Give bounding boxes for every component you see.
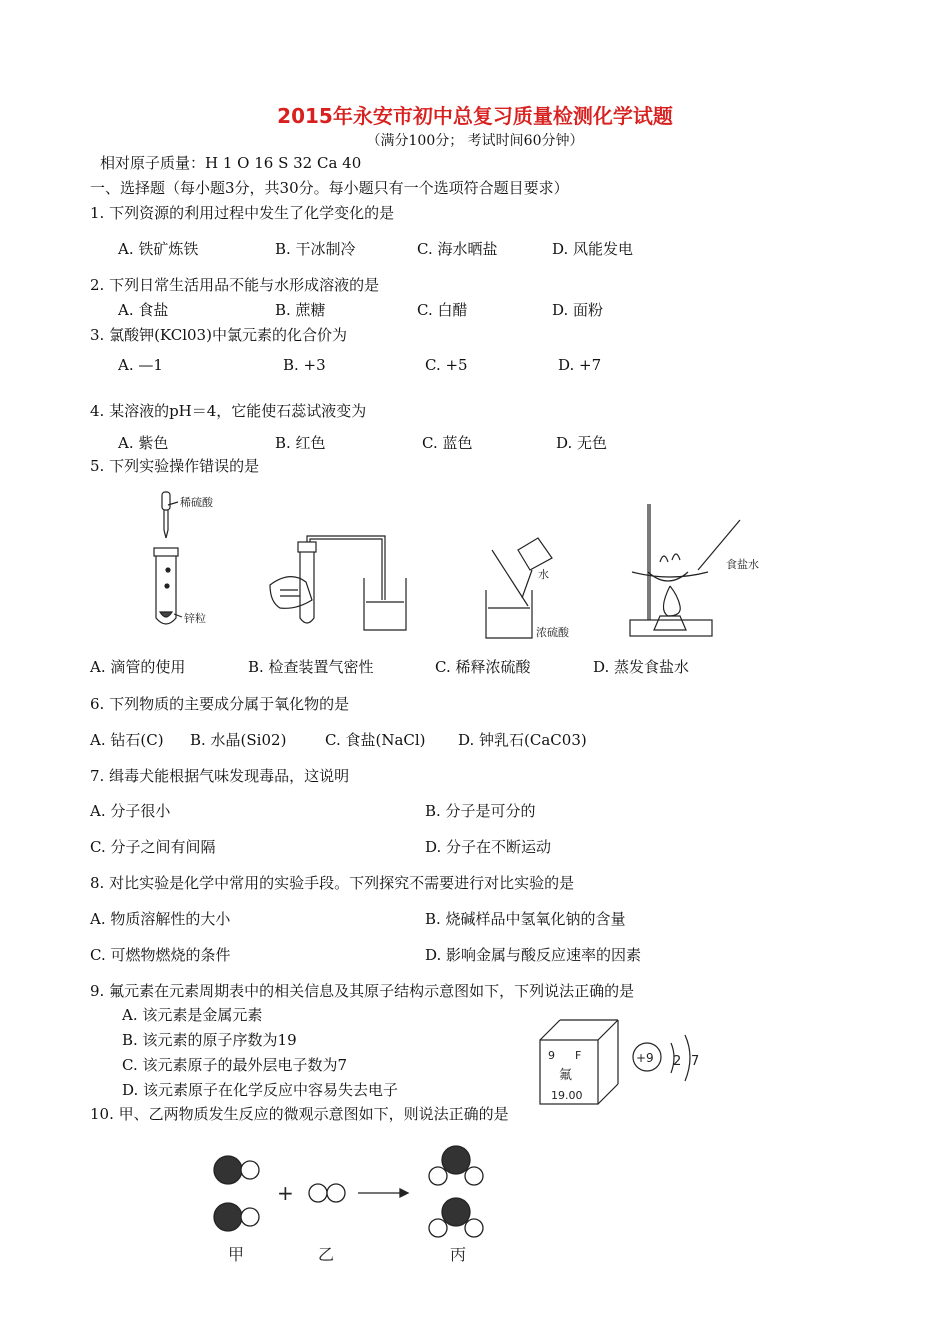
question-6-stem: 6. 下列物质的主要成分属于氧化物的是 — [90, 695, 350, 713]
q5-option-a: A. 滴管的使用 — [90, 658, 186, 676]
label-bing: 丙 — [450, 1245, 467, 1264]
q4-option-c: C. 蓝色 — [422, 434, 473, 452]
label-zinc: 锌粒 — [184, 612, 206, 625]
q6-option-c: C. 食盐(NaCl) — [325, 731, 426, 749]
q4-option-b: B. 红色 — [275, 434, 326, 452]
q2-option-a: A. 食盐 — [118, 301, 169, 319]
question-8-stem: 8. 对比实验是化学中常用的实验手段。下列探究不需要进行对比实验的是 — [90, 874, 575, 892]
dropper-and-test-tube — [154, 492, 182, 624]
q5-option-d: D. 蒸发食盐水 — [593, 658, 690, 676]
airtightness-apparatus — [270, 536, 406, 630]
shell-2-electrons: 7 — [691, 1054, 700, 1069]
fluorine-element-figure — [535, 1015, 725, 1110]
q9-option-d: D. 该元素原子在化学反应中容易失去电子 — [122, 1081, 399, 1099]
element-number: 9 — [548, 1049, 555, 1062]
q8-option-c: C. 可燃物燃烧的条件 — [90, 946, 231, 964]
q7-option-c: C. 分子之间有间隔 — [90, 838, 216, 856]
q1-option-c: C. 海水晒盐 — [417, 240, 498, 258]
question-10-stem: 10. 甲、乙两物质发生反应的微观示意图如下，则说法正确的是 — [90, 1105, 509, 1123]
question-3-stem: 3. 氯酸钾(KCl03)中氯元素的化合价为 — [90, 326, 347, 344]
q8-option-d: D. 影响金属与酸反应速率的因素 — [425, 946, 642, 964]
section-heading: 一、选择题（每小题3分，共30分。每小题只有一个选项符合题目要求） — [90, 179, 569, 197]
nucleus-charge: +9 — [636, 1051, 654, 1065]
q5-option-c: C. 稀释浓硫酸 — [435, 658, 531, 676]
q6-option-d: D. 钟乳石(CaC03) — [458, 731, 587, 749]
dilution-apparatus — [486, 538, 552, 638]
question-5-stem: 5. 下列实验操作错误的是 — [90, 457, 260, 475]
q4-option-a: A. 紫色 — [118, 434, 169, 452]
q7-option-d: D. 分子在不断运动 — [425, 838, 552, 856]
evaporation-apparatus — [630, 504, 740, 636]
atomic-masses: 相对原子质量：H 1 O 16 S 32 Ca 40 — [100, 154, 362, 172]
label-jia: 甲 — [228, 1245, 245, 1264]
q5-option-b: B. 检查装置气密性 — [248, 658, 374, 676]
q2-option-c: C. 白醋 — [417, 301, 468, 319]
q6-option-a: A. 钻石(C) — [90, 731, 164, 749]
q4-option-d: D. 无色 — [556, 434, 608, 452]
label-dilute-acid: 稀硫酸 — [180, 496, 213, 509]
q3-option-c: C. +5 — [425, 356, 468, 374]
q6-option-b: B. 水晶(Si02) — [190, 731, 287, 749]
reaction-micro-diagram — [200, 1140, 510, 1270]
reaction-arrow — [358, 1189, 408, 1197]
q3-option-a: A. —1 — [118, 356, 163, 374]
q7-option-b: B. 分子是可分的 — [425, 802, 536, 820]
question-4-stem: 4. 某溶液的pH＝4，它能使石蕊试液变为 — [90, 402, 367, 420]
q2-option-d: D. 面粉 — [552, 301, 604, 319]
q1-option-a: A. 铁矿炼铁 — [118, 240, 199, 258]
q2-option-b: B. 蔗糖 — [275, 301, 326, 319]
lab-apparatus-figure — [120, 490, 780, 650]
q3-option-d: D. +7 — [558, 356, 602, 374]
plus-sign: + — [277, 1181, 294, 1205]
q1-option-d: D. 风能发电 — [552, 240, 634, 258]
label-water: 水 — [538, 568, 549, 581]
label-brine: 食盐水 — [726, 558, 759, 571]
exam-info: （满分100分； 考试时间60分钟） — [366, 133, 584, 149]
q8-option-a: A. 物质溶解性的大小 — [90, 910, 231, 928]
label-yi: 乙 — [318, 1245, 335, 1264]
element-mass: 19.00 — [551, 1089, 583, 1102]
element-name: 氟 — [559, 1068, 573, 1083]
shell-1-electrons: 2 — [673, 1054, 682, 1069]
element-symbol: F — [575, 1049, 582, 1062]
q8-option-b: B. 烧碱样品中氢氧化钠的含量 — [425, 910, 626, 928]
q9-option-a: A. 该元素是金属元素 — [122, 1006, 263, 1024]
q1-option-b: B. 干冰制冷 — [275, 240, 356, 258]
question-2-stem: 2. 下列日常生活用品不能与水形成溶液的是 — [90, 276, 380, 294]
q9-option-c: C. 该元素原子的最外层电子数为7 — [122, 1056, 348, 1074]
question-1-stem: 1. 下列资源的利用过程中发生了化学变化的是 — [90, 204, 395, 222]
q7-option-a: A. 分子很小 — [90, 802, 171, 820]
question-9-stem: 9. 氟元素在元素周期表中的相关信息及其原子结构示意图如下，下列说法正确的是 — [90, 982, 635, 1000]
product-bing — [429, 1146, 483, 1237]
q3-option-b: B. +3 — [283, 356, 326, 374]
label-conc-acid: 浓硫酸 — [536, 626, 569, 639]
reactant-jia — [214, 1156, 259, 1231]
question-7-stem: 7. 缉毒犬能根据气味发现毒品，这说明 — [90, 767, 350, 785]
page-title: 2015年永安市初中总复习质量检测化学试题 — [277, 104, 673, 128]
q9-option-b: B. 该元素的原子序数为19 — [122, 1031, 297, 1049]
reactant-yi — [309, 1184, 345, 1202]
